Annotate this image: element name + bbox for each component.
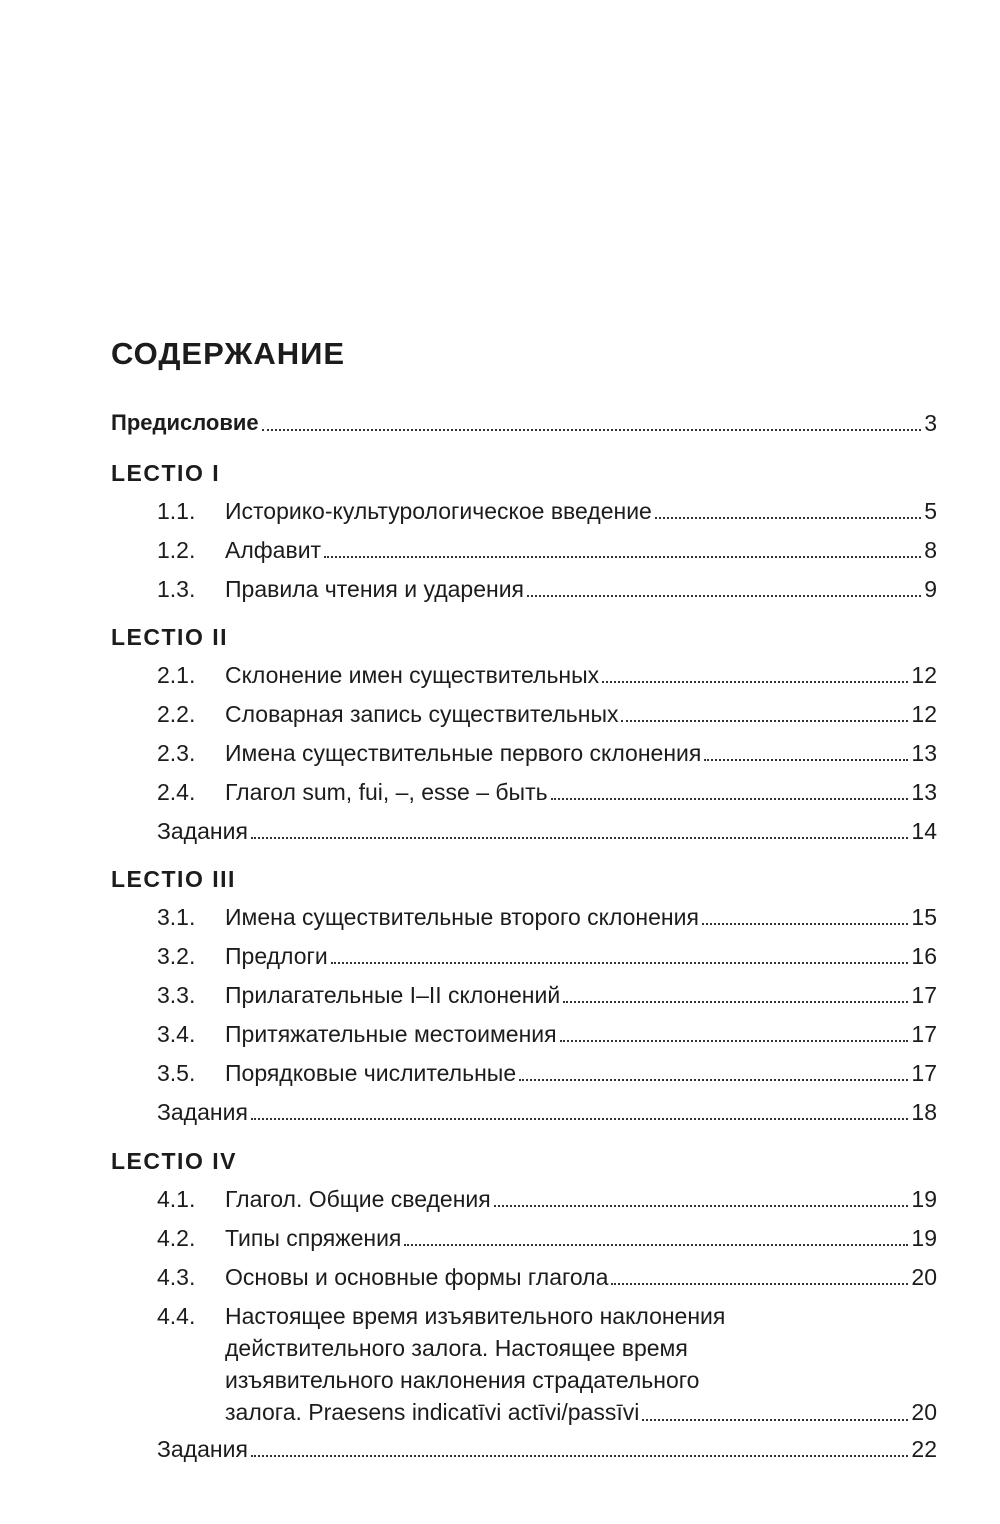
- toc-entry-2-1[interactable]: [111, 660, 937, 690]
- toc-entry-label-line: Настоящее время изъявительного наклонения: [225, 1303, 726, 1329]
- toc-entry-label: [225, 1300, 937, 1428]
- dot-leader: [251, 1455, 909, 1457]
- toc-entry-2-4[interactable]: [111, 777, 937, 807]
- toc-entry-preface[interactable]: [111, 408, 937, 438]
- toc-entry-page: 13: [911, 740, 937, 766]
- toc-entry-number: 2.3.: [157, 740, 196, 766]
- lectio-1-heading: LECTIO I: [111, 460, 221, 486]
- toc-entry-label: Задания: [157, 818, 248, 844]
- toc-entry-number: 4.1.: [157, 1186, 196, 1212]
- dot-leader: [404, 1244, 908, 1246]
- toc-entry-3-4[interactable]: [111, 1019, 937, 1049]
- toc-entry-4-1[interactable]: [111, 1184, 937, 1214]
- toc-entry-label: Глагол sum, fui, –, esse – быть: [225, 779, 548, 805]
- toc-entry-label-line: залога. Praesens indicatīvi actīvi/passīvi: [225, 1399, 640, 1425]
- lectio-2-heading: LECTIO II: [111, 624, 228, 650]
- toc-entry-label: Основы и основные формы глагола: [225, 1264, 609, 1290]
- table-of-contents: [111, 0, 937, 1524]
- toc-entry-page: 12: [911, 701, 937, 727]
- toc-entry-page: 17: [911, 982, 937, 1008]
- toc-entry-page: 22: [911, 1436, 937, 1462]
- toc-entry-page: 17: [911, 1021, 937, 1047]
- toc-entry-page: 8: [924, 537, 937, 563]
- toc-entry-page: 12: [911, 662, 937, 688]
- toc-entry-page: 20: [911, 1399, 937, 1425]
- toc-entry-number: 1.1.: [157, 498, 196, 524]
- toc-entry-label: Имена существительные первого склонения: [225, 740, 702, 766]
- toc-entry-label: Предлоги: [225, 943, 328, 969]
- lectio-3-heading: LECTIO III: [111, 866, 236, 892]
- dot-leader: [324, 556, 921, 558]
- toc-entry-label: Типы спряжения: [225, 1225, 402, 1251]
- dot-leader: [262, 429, 922, 431]
- toc-entry-number: 3.4.: [157, 1021, 196, 1047]
- dot-leader: [704, 759, 908, 761]
- toc-entry-number: 3.2.: [157, 943, 196, 969]
- toc-entry-last-line: [225, 1396, 937, 1428]
- toc-entry-number: 4.2.: [157, 1225, 196, 1251]
- toc-entry-1-2[interactable]: [111, 535, 937, 565]
- toc-entry-page: 17: [911, 1060, 937, 1086]
- toc-entry-page: 18: [911, 1099, 937, 1125]
- toc-entry-page: 16: [911, 943, 937, 969]
- toc-entry-label: Притяжательные местоимения: [225, 1021, 557, 1047]
- toc-entry-page: 19: [911, 1186, 937, 1212]
- dot-leader: [621, 720, 908, 722]
- toc-entry-page: 14: [911, 818, 937, 844]
- dot-leader: [560, 1040, 909, 1042]
- toc-entry-number: 3.5.: [157, 1060, 196, 1086]
- dot-leader: [655, 517, 921, 519]
- toc-entry-4-2[interactable]: [111, 1223, 937, 1253]
- toc-entry-number: 1.3.: [157, 576, 196, 602]
- toc-entry-tasks-4[interactable]: [111, 1434, 937, 1464]
- toc-entry-label: Историко-культурологическое введение: [225, 498, 652, 524]
- toc-entry-label: Словарная запись существительных: [225, 701, 619, 727]
- dot-leader: [494, 1205, 909, 1207]
- toc-entry-number: 4.3.: [157, 1264, 196, 1290]
- toc-entry-label-line: изъявительного наклонения страдательного: [225, 1367, 700, 1393]
- dot-leader: [519, 1079, 908, 1081]
- dot-leader: [527, 595, 921, 597]
- page-title: СОДЕРЖАНИЕ: [111, 336, 346, 371]
- toc-entry-label: Задания: [157, 1099, 248, 1125]
- dot-leader: [563, 1001, 908, 1003]
- dot-leader: [702, 923, 908, 925]
- toc-entry-number: 2.2.: [157, 701, 196, 727]
- toc-entry-3-3[interactable]: [111, 980, 937, 1010]
- toc-entry-3-5[interactable]: [111, 1058, 937, 1088]
- toc-entry-label: Правила чтения и ударения: [225, 576, 524, 602]
- toc-entry-number: 2.4.: [157, 779, 196, 805]
- toc-entry-number: 4.4.: [157, 1303, 196, 1329]
- dot-leader: [551, 798, 909, 800]
- toc-entry-label: Глагол. Общие сведения: [225, 1186, 491, 1212]
- toc-entry-label: Прилагательные I–II склонений: [225, 982, 561, 1008]
- toc-entry-label: Имена существительные второго склонения: [225, 904, 699, 930]
- toc-entry-label: Склонение имен существительных: [225, 662, 600, 688]
- dot-leader: [251, 837, 909, 839]
- toc-entry-tasks-2[interactable]: [111, 816, 937, 846]
- toc-entry-number: 3.1.: [157, 904, 196, 930]
- toc-entry-page: 5: [924, 498, 937, 524]
- dot-leader: [602, 681, 908, 683]
- dot-leader: [642, 1419, 908, 1421]
- toc-entry-label-line: действительного залога. Настоящее время: [225, 1335, 688, 1361]
- toc-entry-1-1[interactable]: [111, 496, 937, 526]
- toc-entry-label: Задания: [157, 1436, 248, 1462]
- dot-leader: [251, 1118, 909, 1120]
- lectio-4-heading: LECTIO IV: [111, 1148, 237, 1174]
- toc-entry-tasks-3[interactable]: [111, 1097, 937, 1127]
- toc-entry-page: 3: [924, 410, 937, 436]
- toc-entry-label: Порядковые числительные: [225, 1060, 517, 1086]
- toc-entry-page: 20: [911, 1264, 937, 1290]
- toc-entry-1-3[interactable]: [111, 574, 937, 604]
- toc-entry-2-3[interactable]: [111, 738, 937, 768]
- dot-leader: [611, 1283, 908, 1285]
- toc-entry-3-2[interactable]: [111, 941, 937, 971]
- toc-entry-number: 2.1.: [157, 662, 196, 688]
- toc-entry-page: 19: [911, 1225, 937, 1251]
- toc-entry-2-2[interactable]: [111, 699, 937, 729]
- toc-entry-3-1[interactable]: [111, 902, 937, 932]
- toc-entry-number: 1.2.: [157, 537, 196, 563]
- toc-entry-label: Предисловие: [111, 410, 259, 435]
- dot-leader: [331, 962, 909, 964]
- toc-entry-4-3[interactable]: [111, 1262, 937, 1292]
- toc-entry-4-4[interactable]: [111, 1300, 937, 1430]
- toc-entry-number: 3.3.: [157, 982, 196, 1008]
- toc-entry-page: 15: [911, 904, 937, 930]
- toc-entry-label: Алфавит: [225, 537, 322, 563]
- toc-entry-page: 13: [911, 779, 937, 805]
- toc-entry-page: 9: [924, 576, 937, 602]
